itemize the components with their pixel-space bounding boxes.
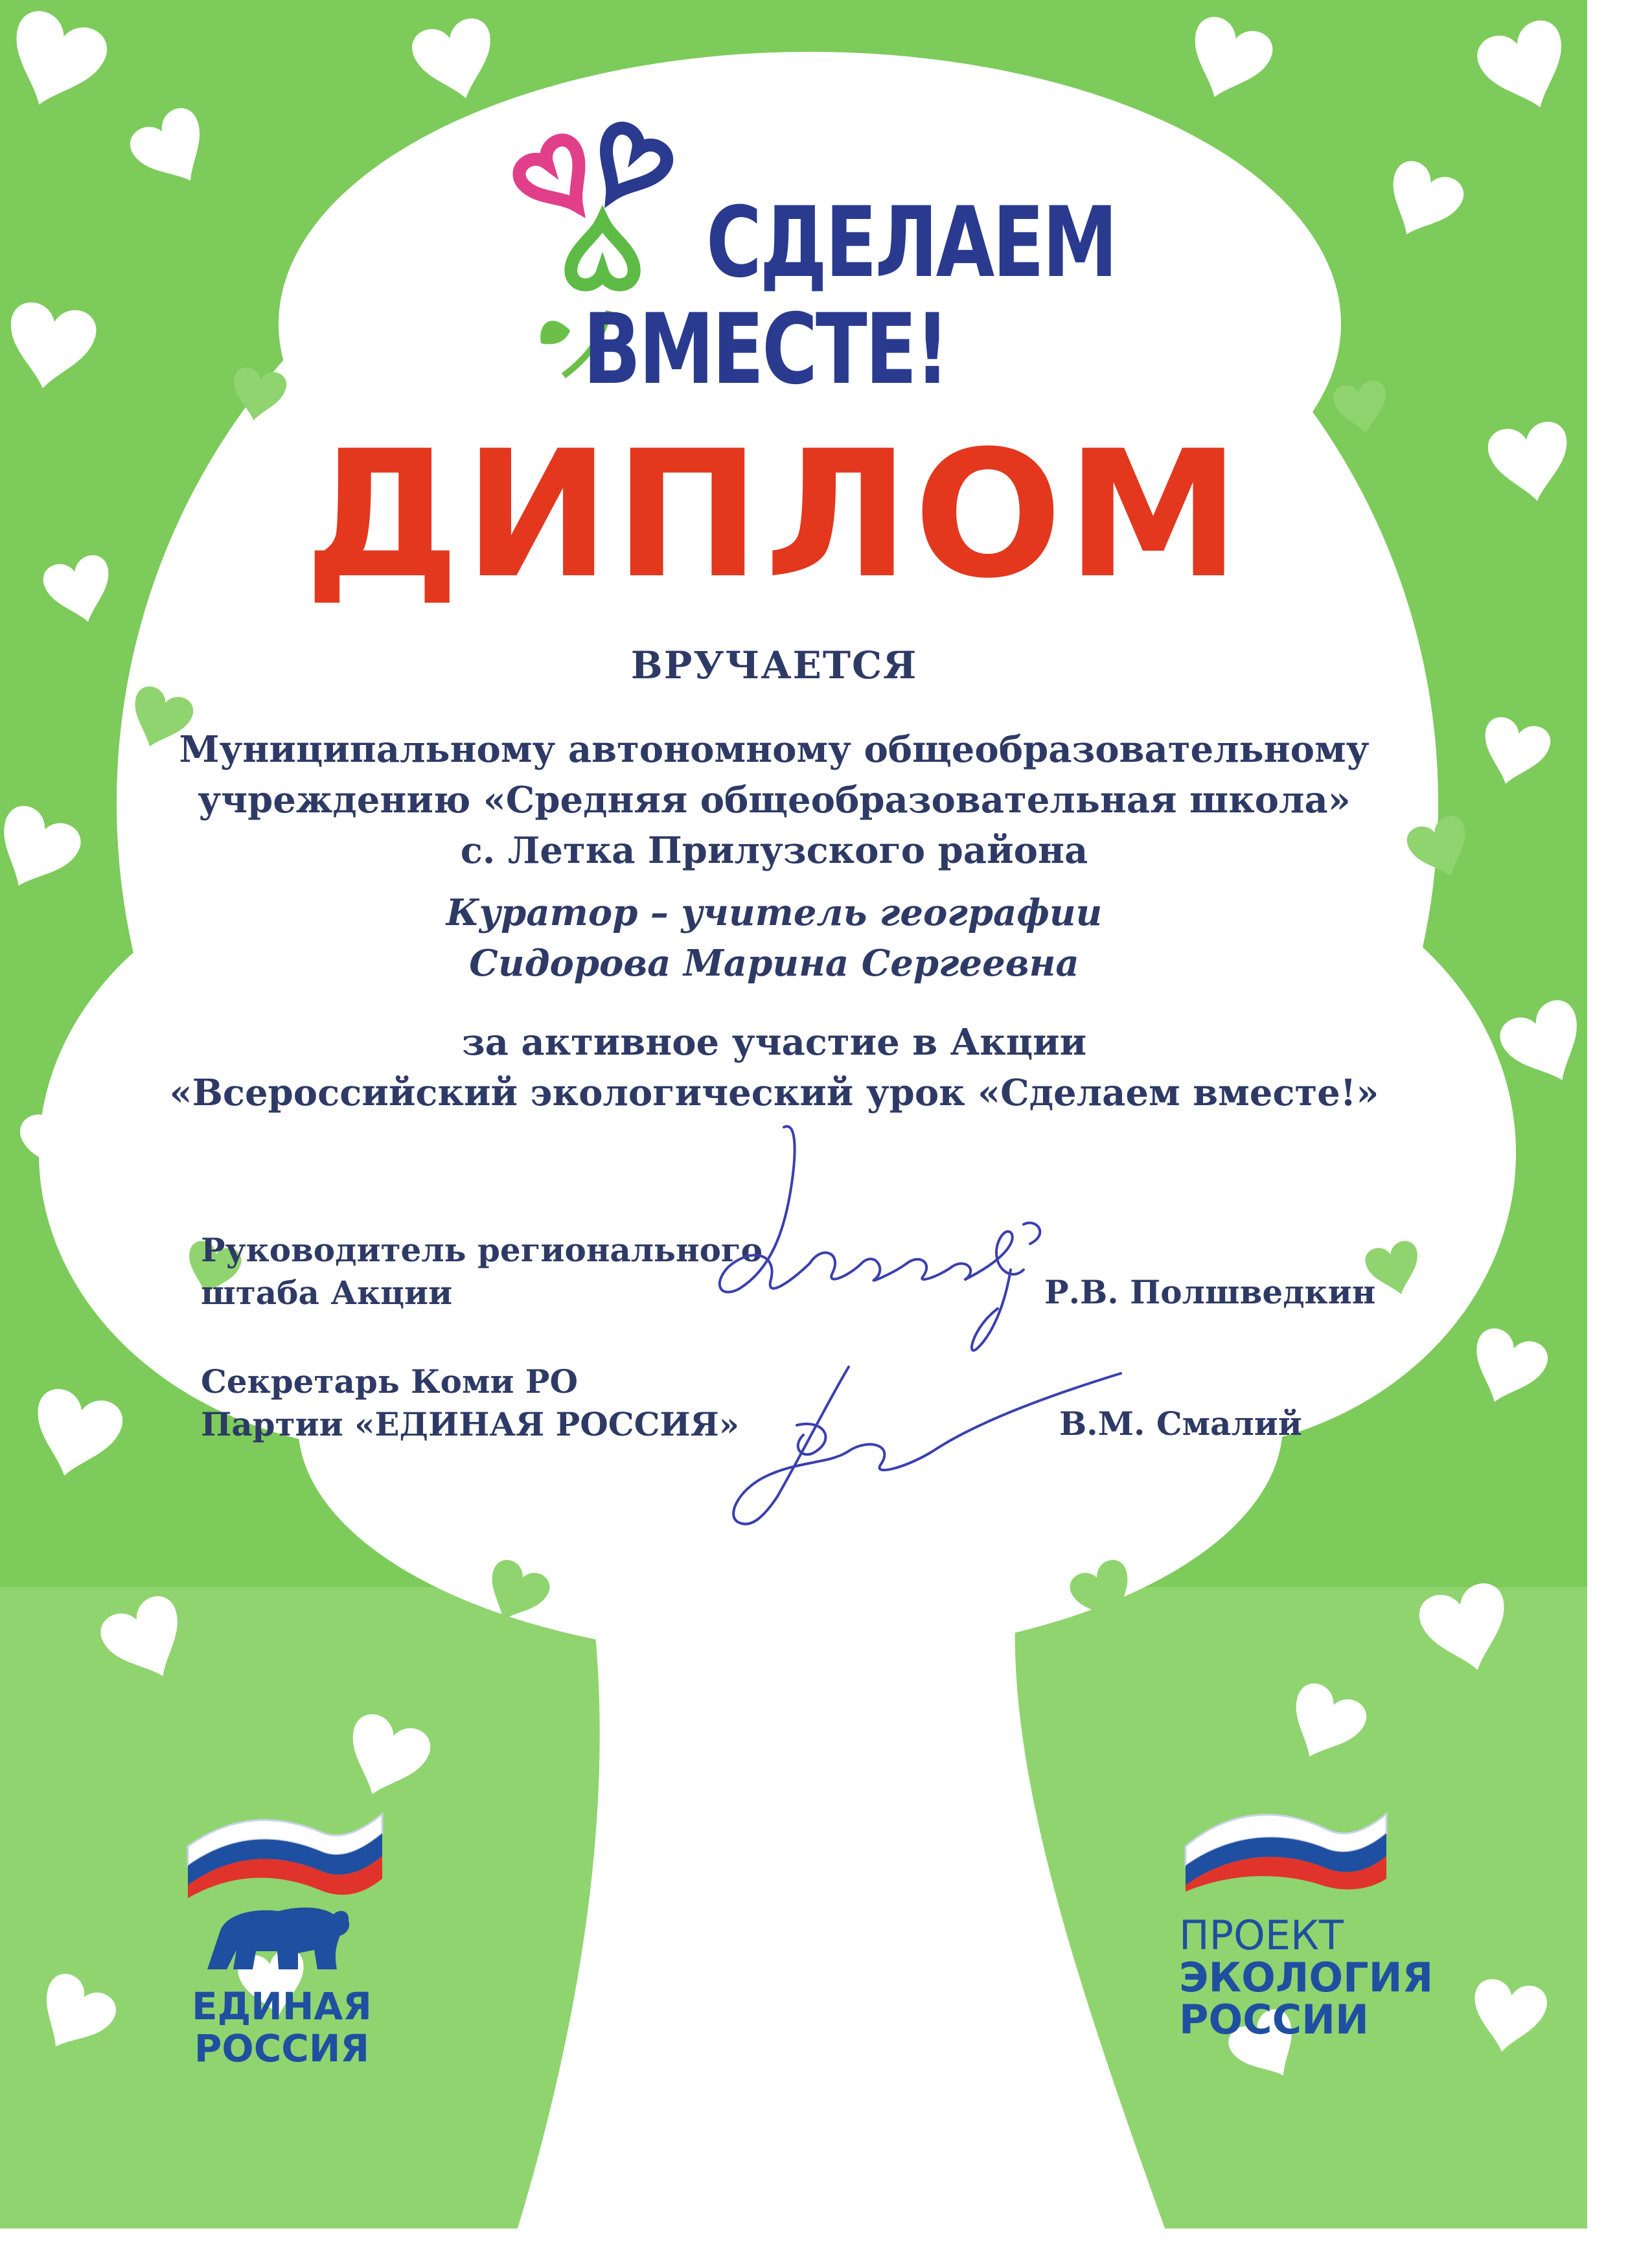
curator-line-2: Сидорова Марина Сергеевна [469, 942, 1079, 985]
logo-right-line-1: ПРОЕКТ [1179, 1912, 1344, 1959]
signatory-2-name: В.М. Смалий [1059, 1404, 1302, 1443]
top-logo [512, 117, 1116, 406]
recipient-line-2: учреждению «Средняя общеобразовательная школа» [198, 779, 1351, 821]
bear-icon [201, 1892, 356, 1976]
presented-label: ВРУЧАЕТСЯ [630, 643, 918, 687]
flag-wave-icon-right [1179, 1794, 1393, 1892]
recipient-line-3: с. Летка Прилузского района [460, 829, 1088, 872]
reason-block [0, 1017, 1548, 1118]
recipient-line-1: Муниципальному автономному общеобразовательному [179, 728, 1370, 771]
logo-left-line-1: ЕДИНАЯ [192, 1984, 372, 2028]
logo-right-line-2: ЭКОЛОГИЯ [1179, 1954, 1434, 2001]
signatory-2-role-line-1: Секретарь Коми РО [201, 1362, 579, 1401]
logo-line-1: СДЕЛАЕМ [706, 187, 1116, 299]
page-right-margin [1587, 0, 1652, 2268]
logo-edinaya-rossiya [175, 1801, 389, 2073]
logo-ecology-russia [1166, 1794, 1458, 2079]
signatory-2-role [201, 1360, 739, 1446]
diploma-title: ДИПЛОМ [304, 413, 1245, 617]
logo-left-line-2: РОССИЯ [194, 2026, 370, 2070]
logo-line-2: ВМЕСТЕ! [583, 293, 948, 406]
page-bottom-margin [0, 2228, 1652, 2268]
flag-wave-icon [181, 1801, 389, 1898]
signatory-2-role-line-2: Партии «ЕДИНАЯ РОССИЯ» [201, 1405, 739, 1443]
curator-block [0, 888, 1548, 989]
signatory-1-role-line-1: Руководитель регионального [201, 1231, 763, 1269]
reason-line-1: за активное участие в Акции [461, 1021, 1087, 1064]
signatory-1-role-line-2: штаба Акции [201, 1274, 453, 1312]
handwritten-signatures [700, 1114, 1153, 1581]
signatory-1-role [201, 1229, 763, 1314]
recipient-block [0, 724, 1548, 876]
curator-line-1: Куратор – учитель географии [446, 891, 1103, 934]
signatory-1-name: Р.В. Полшведкин [1044, 1273, 1376, 1311]
logo-right-line-3: РОССИИ [1179, 1996, 1369, 2043]
reason-line-2: «Всероссийский экологический урок «Сделаем вместе!» [169, 1071, 1379, 1114]
